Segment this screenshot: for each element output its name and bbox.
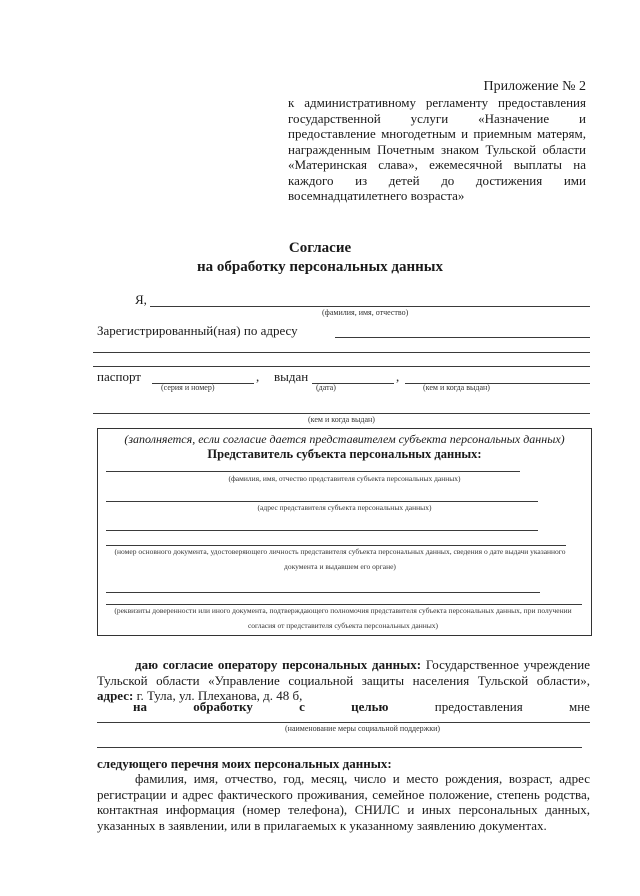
representative-authority-caption: (реквизиты доверенности или иного документа, подтверждающего полномочия представителя субъекта персональных данных, при получении согласия от представителя субъекта персональных данных) bbox=[114, 606, 572, 630]
consent-paragraph bbox=[97, 657, 590, 704]
purpose-word-3: с bbox=[299, 699, 305, 714]
purpose-word-1: на bbox=[133, 699, 147, 714]
who-when-caption-2: (кем и когда выдан) bbox=[308, 415, 375, 424]
fio-caption: (фамилия, имя, отчество) bbox=[322, 308, 409, 317]
purpose-word-2: обработку bbox=[193, 699, 253, 714]
operator-name: Государственное учреждение Тульской области «Управление социальной защиты населения Тульской области», bbox=[97, 657, 590, 688]
representative-document-field[interactable] bbox=[106, 530, 538, 531]
address-field-2[interactable] bbox=[93, 352, 590, 353]
document-title: Согласие bbox=[288, 240, 352, 256]
measure-caption: (наименование меры социальной поддержки) bbox=[285, 724, 441, 733]
representative-name-caption: (фамилия, имя, отчество представителя субъекта персональных данных) bbox=[228, 474, 461, 483]
fio-field[interactable] bbox=[150, 306, 590, 307]
address-lead: адрес: bbox=[97, 688, 134, 703]
purpose-line bbox=[133, 699, 590, 715]
passport-comma: , bbox=[256, 369, 260, 384]
purpose-word-5: предоставления bbox=[434, 699, 523, 714]
representative-heading: Представитель субъекта персональных данных: bbox=[207, 447, 482, 461]
issued-comma: , bbox=[396, 369, 400, 384]
purpose-word-6: мне bbox=[569, 699, 590, 714]
measure-field[interactable] bbox=[97, 722, 590, 723]
passport-label: паспорт bbox=[97, 369, 141, 384]
purpose-word-4: целью bbox=[351, 699, 389, 714]
i-label: Я, bbox=[135, 292, 147, 307]
representative-document-caption: (номер основного документа, удостоверяющего личность представителя субъекта персональных данных, сведения о дате выдачи указанного документа и выдавшем его органе) bbox=[114, 547, 566, 571]
representative-address-caption: (адрес представителя субъекта персональных данных) bbox=[257, 503, 432, 512]
issued-label: выдан bbox=[274, 369, 309, 384]
address-field-1[interactable] bbox=[335, 337, 590, 338]
document-subtitle: на обработку персональных данных bbox=[197, 259, 443, 275]
series-caption: (серия и номер) bbox=[161, 383, 215, 392]
consent-lead: даю согласие оператору персональных данных: bbox=[135, 657, 422, 672]
operator-address: г. Тула, ул. Плеханова, д. 48 б, bbox=[133, 688, 303, 703]
appendix-number: Приложение № 2 bbox=[483, 79, 586, 94]
who-when-caption: (кем и когда выдан) bbox=[423, 383, 490, 392]
list-heading: следующего перечня моих персональных данных: bbox=[97, 756, 392, 771]
representative-note: (заполняется, если согласие дается представителем субъекта персональных данных) bbox=[124, 432, 565, 446]
measure-field-2[interactable] bbox=[97, 747, 582, 748]
representative-box bbox=[97, 428, 592, 636]
address-field-3[interactable] bbox=[93, 366, 590, 367]
issued-by-field-2[interactable] bbox=[93, 413, 590, 414]
address-label: Зарегистрированный(ная) по адресу bbox=[97, 323, 298, 338]
list-text: фамилия, имя, отчество, год, месяц, число и место рождения, возраст, адрес регистрации и адрес фактического проживания, семейное положение, степень родства, контактная информация (номер телефона), СНИЛС и иных персональных данных, указанных в заявлении, или в прилагаемых к указанному заявлению документах. bbox=[97, 771, 590, 833]
appendix-text: к административному регламенту предоставления государственной услуги «Назначение и предоставление многодетным и приемным матерям, награжденным Почетным знаком Тульской области «Материнская слава», ежемесячной выплаты на каждого из детей до достижения ими восемнадцатилетнего возраста» bbox=[288, 95, 586, 203]
date-caption: (дата) bbox=[316, 383, 336, 392]
representative-authority-field[interactable] bbox=[106, 592, 540, 593]
